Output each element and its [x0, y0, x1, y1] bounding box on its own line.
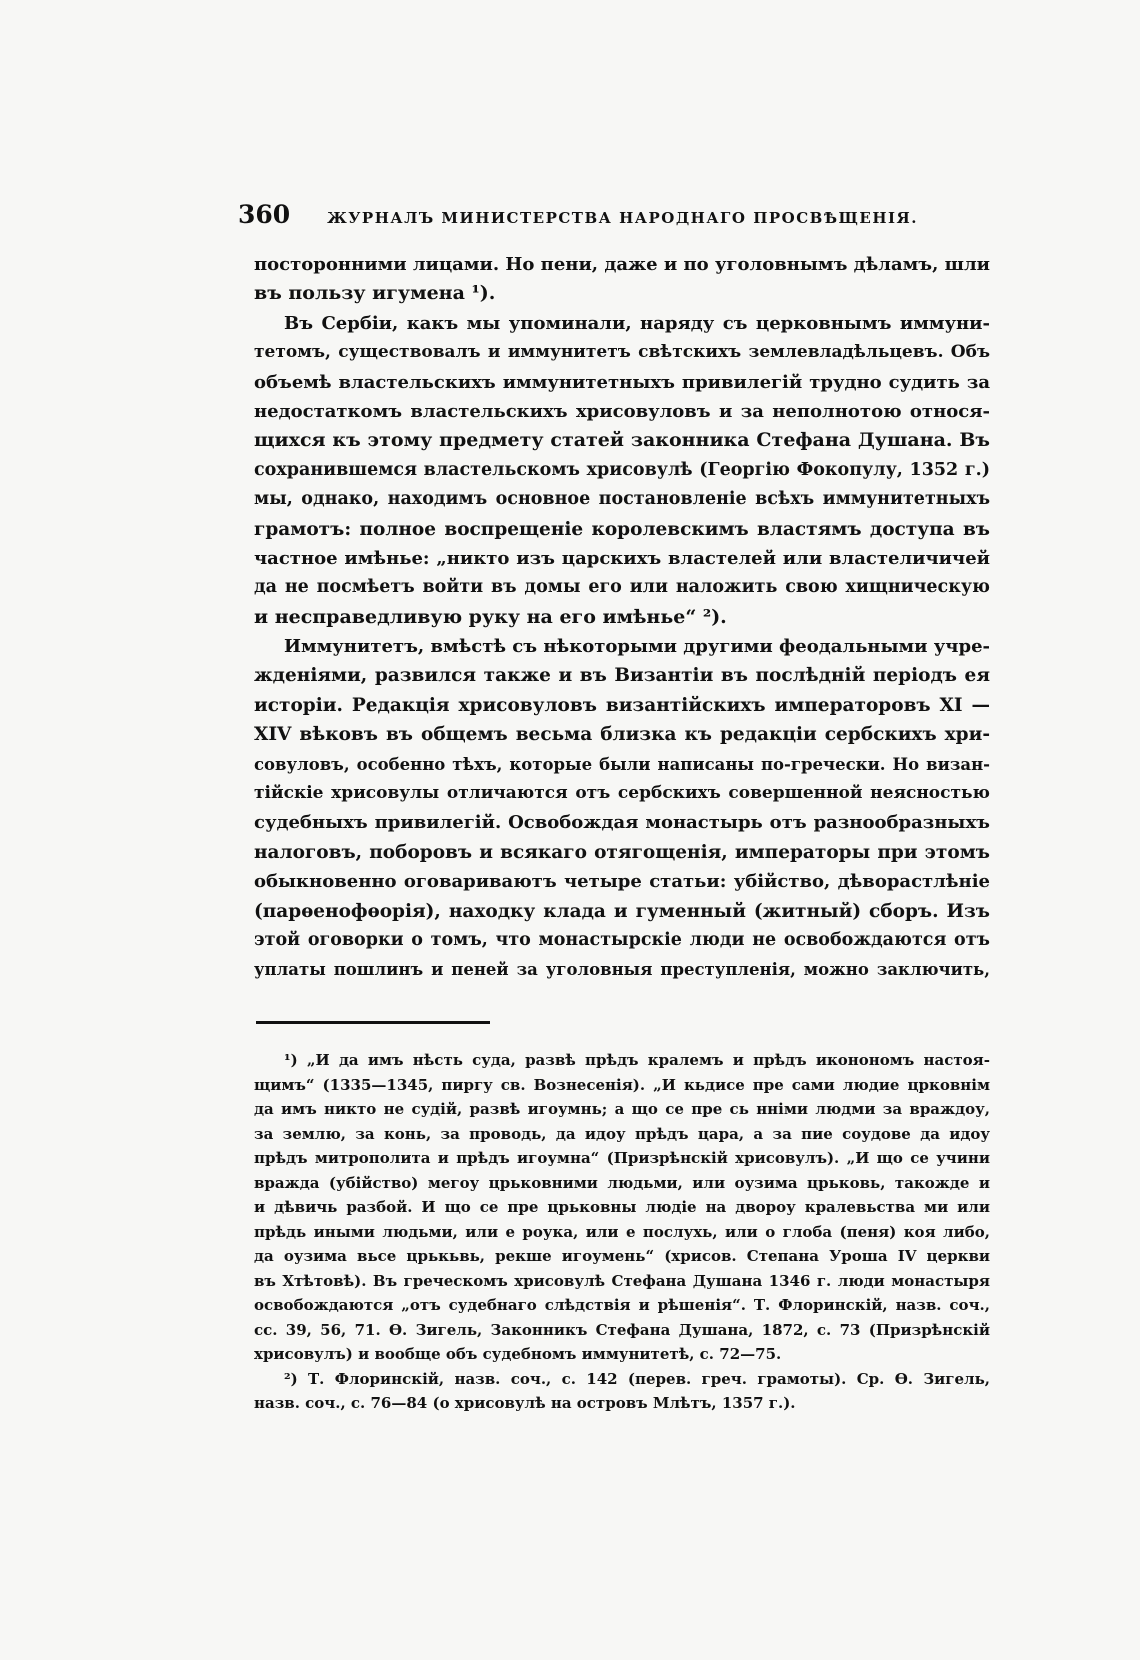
body-line: совуловъ, особенно тѣхъ, которые были написаны по-гречески. Но визан- — [254, 754, 990, 774]
body-line: въ пользу игумена ¹). — [254, 282, 496, 305]
body-line: мы, однако, находимъ основное постановленіе всѣхъ иммунитетныхъ — [254, 489, 990, 510]
body-line: XIV вѣковъ въ общемъ весьма близка къ редакціи сербскихъ хри- — [254, 724, 990, 746]
body-line: сохранившемся властельскомъ хрисовулѣ (Георгію Фокопулу, 1352 г.) — [254, 459, 990, 480]
body-line: да не посмѣетъ войти въ домы его или наложить свою хищническую — [254, 577, 990, 598]
running-title: ЖУРНАЛЪ МИНИСТЕРСТВА НАРОДНАГО ПРОСВѢЩЕНІЯ. — [327, 209, 918, 227]
footnote-line: освобождаются „отъ судебнаго слѣдствія и рѣшенія“. Т. Флоринскій, назв. соч., — [254, 1296, 990, 1314]
body-line: налоговъ, поборовъ и всякаго отягощенія, императоры при этомъ — [254, 841, 990, 863]
footnote-line: сс. 39, 56, 71. Ѳ. Зигель, Законникъ Стефана Душана, 1872, с. 73 (Призрѣнскій — [254, 1320, 990, 1339]
page-header — [238, 200, 918, 229]
body-line: судебныхъ привилегій. Освобождая монастырь отъ разнообразныхъ — [254, 812, 990, 834]
body-line: обыкновенно оговариваютъ четыре статьи: убійство, дѣворастлѣніе — [254, 871, 990, 893]
body-line: жденіями, развился также и въ Византіи въ послѣдній періодъ ея — [254, 665, 990, 687]
footnotes — [254, 1048, 990, 1416]
page-number: 360 — [238, 200, 291, 229]
footnote-line: да имъ никто не судій, развѣ игоумнь; а що се пре сь нніми людми за враждоу, — [254, 1100, 990, 1118]
body-line: этой оговорки о томъ, что монастырскіе люди не освобождаются отъ — [254, 929, 990, 950]
footnote-line: щимъ“ (1335—1345, пиргу св. Вознесенія). „И кьдисе пре сами людие црковнім — [254, 1075, 990, 1094]
footnote-line: въ Хтѣтовѣ). Въ греческомъ хрисовулѣ Стефана Душана 1346 г. люди монастыря — [254, 1271, 990, 1290]
body-text — [254, 250, 990, 985]
footnote-line: да оузима вьсе црькьвь, рекше игоумень“ (хрисов. Степана Уроша IV церкви — [254, 1247, 990, 1265]
body-line: объемѣ властельскихъ иммунитетныхъ привилегій трудно судить за — [254, 371, 990, 393]
footnote-line: ¹) „И да имъ нѣсть суда, развѣ прѣдъ кралемъ и прѣдъ иконономъ настоя- — [284, 1051, 990, 1069]
footnote-divider — [256, 1021, 490, 1024]
body-line: (парѳенофѳорія), находку клада и гуменный (житный) сборъ. Изъ — [254, 900, 990, 922]
footnote-line: и дѣвичь разбой. И що се пре црьковны людіе на двороу кралевьства ми или — [254, 1198, 990, 1216]
footnote-line: ²) Т. Флоринскій, назв. соч., с. 142 (перев. греч. грамоты). Ср. Ѳ. Зигель, — [284, 1369, 990, 1388]
body-line: уплаты пошлинъ и пеней за уголовныя преступленія, можно заключить, — [254, 960, 990, 980]
body-line: Иммунитетъ, вмѣстѣ съ нѣкоторыми другими феодальными учре- — [284, 636, 990, 658]
body-line: грамотъ: полное воспрещеніе королевскимъ властямъ доступа въ — [254, 518, 990, 540]
footnote-line: прѣдъ митрополита и прѣдъ игоумна“ (Призрѣнскій хрисовулъ). „И що се учини — [254, 1149, 990, 1167]
footnote-line: за землю, за конь, за проводь, да идоу прѣдъ цара, а за пие соудове да идоу — [254, 1124, 990, 1143]
footnote-line: назв. соч., с. 76—84 (о хрисовулѣ на островъ Млѣтъ, 1357 г.). — [254, 1394, 796, 1412]
footnote-line: вражда (убійство) мегоу црьковними людьми, или оузима црьковь, такожде и — [254, 1173, 990, 1192]
body-line: недостаткомъ властельскихъ хрисовуловъ и за неполнотою относя- — [254, 400, 990, 422]
body-line: Въ Сербіи, какъ мы упоминали, наряду съ церковнымъ иммуни- — [284, 312, 990, 334]
body-line: исторіи. Редакція хрисовуловъ византійскихъ императоровъ XI — — [254, 694, 990, 716]
body-line: щихся къ этому предмету статей законника Стефана Душана. Въ — [254, 429, 990, 452]
body-line: тетомъ, существовалъ и иммунитетъ свѣтскихъ землевладѣльцевъ. Объ — [254, 342, 990, 363]
footnote-line: прѣдь иными людьми, или е роука, или е послухь, или о глоба (пеня) коя либо, — [254, 1222, 990, 1241]
body-line: частное имѣнье: „никто изъ царскихъ властелей или властеличичей — [254, 547, 990, 569]
footnote-line: хрисовулъ) и вообще объ судебномъ иммунитетѣ, с. 72—75. — [254, 1345, 782, 1363]
body-line: тійскіе хрисовулы отличаются отъ сербскихъ совершенной неясностью — [254, 783, 990, 804]
body-line: и несправедливую руку на его имѣнье“ ²). — [254, 605, 727, 628]
body-line: посторонними лицами. Но пени, даже и по уголовнымъ дѣламъ, шли — [254, 254, 990, 275]
